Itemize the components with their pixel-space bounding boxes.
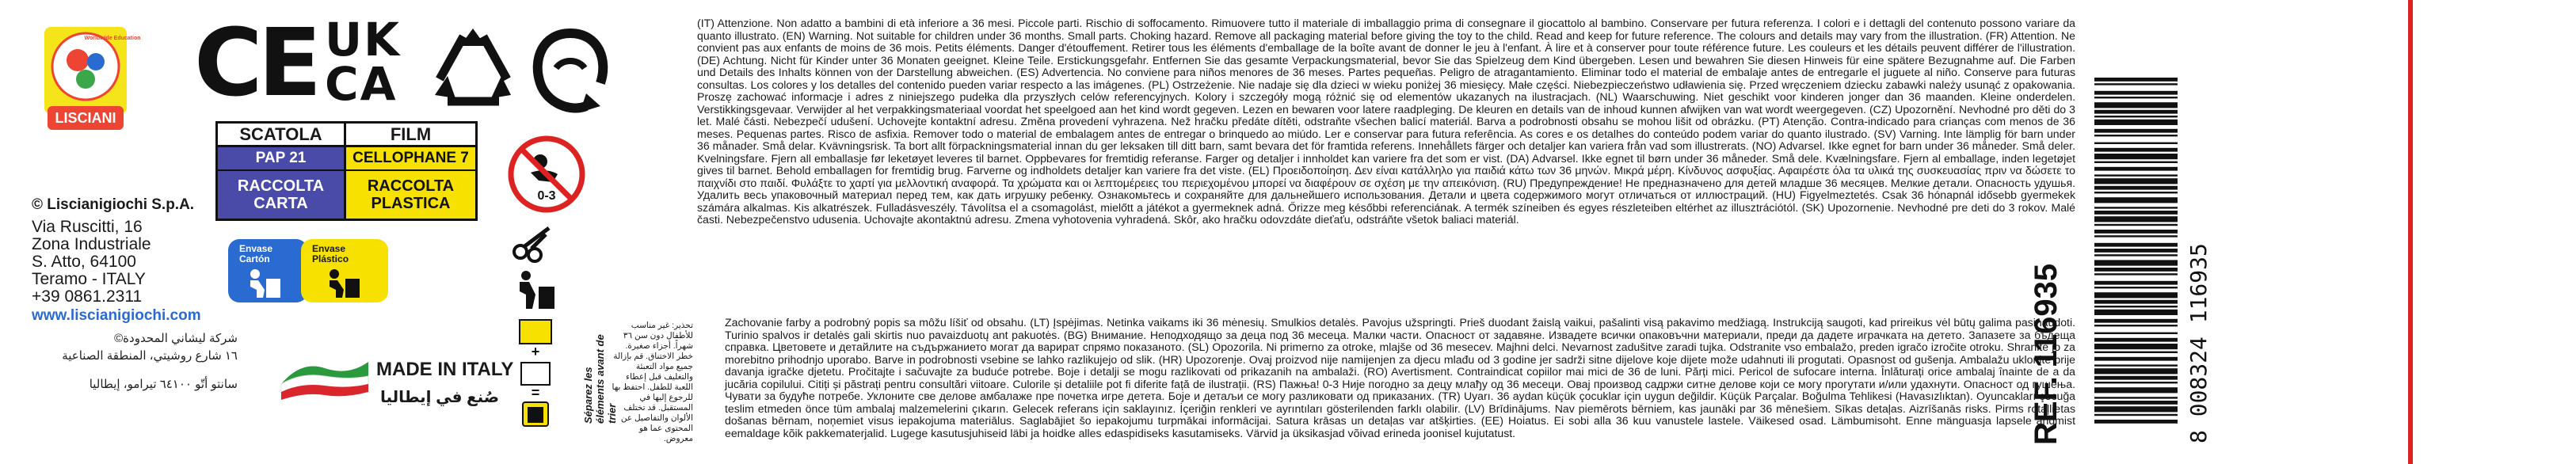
brand-name: LISCIANI — [55, 110, 116, 126]
barcode-bar — [2094, 143, 2178, 144]
arabic-address-l2: ١٦ شارع روشيتي، المنطقة الصناعية — [62, 349, 238, 363]
recycle-mobius-icon — [424, 22, 523, 121]
barcode-bar — [2094, 397, 2178, 398]
barcode-bar — [2094, 116, 2178, 117]
box-collection — [218, 171, 346, 219]
barcode-bar — [2094, 292, 2178, 298]
ukca-mark — [325, 13, 404, 111]
barcode-bar — [2094, 197, 2178, 203]
barcode-bar — [2094, 91, 2178, 95]
header-box: SCATOLA — [218, 124, 346, 147]
barcode-bar — [2094, 97, 2178, 98]
box-collection-l1: RACCOLTA — [237, 177, 325, 195]
barcode-bar — [2094, 300, 2178, 304]
svg-text:+: + — [531, 344, 540, 359]
barcode-bar — [2094, 154, 2178, 159]
barcode-bar — [2094, 364, 2178, 366]
barcode-bar — [2094, 319, 2178, 323]
barcode-bar — [2094, 162, 2178, 163]
film-material: CELLOPHANE 7 — [346, 147, 475, 171]
plastic-bin-label: Envase Plástico — [312, 243, 349, 264]
barcode-bar — [2094, 281, 2178, 285]
barcode-bar — [2094, 414, 2178, 416]
multilingual-warnings-bottom: Zachovanie farby a podrobný popis sa môžu líšiť od obsahu. (LT) Įspėjimas. Netinka vaikams iki 36 mėnesių. Smulkios detalės. Pavojus užspringti. Prieš duodant žaislą vaikui, pašalinti visą pakavimo medžiagą. Instrukciją saugoti, kad prireikus vėl būtų galima pasinaudoti. Turinio spalvos ir detalės gali skirtis nuo pavaizduotų ant pakuotės. (BG) Внимание. Неподходящо за деца под 36 месеца. Малки части. Опасност от задавяне. Извадете всички опаковъчни материали, преди да дадете играчката на детето. Запазете за бъдеща справка. Цветовете и детайлите на съдържанието могат да варират спрямо показаното. (SL) Opozorila. Ni primerno za otroke, mlajše od 36 mesecev. Majhni delci. Nevarnost zadušitve zaradi tujka. Odstranite vso embalažo, preden igračo izročite otroku. Shranite jo za morebitno prihodnjo uporabo. Barve in podrobnosti vsebine se lahko razlikujejo od slik. (HR) Upozorenje. Ovaj proizvod nije namijenjen za djecu mlađu od 3 godine jer sadrži sitne dijelove koje dijete može udahnuti ili progutati. Opasnost od gušenja. Ambalažu uklonite prije davanja igračke djetetu. Pročitajte i sačuvajte za buduće potrebe. Boje i detalji se mogu razlikovati od prikazanih na ambalaži. (RO) Avertisment. Contraindicat copiilor mai mici de 36 de luni. Părți mici. Pericol de sufocare interna. Înlăturați orice ambalaj înainte de a da jucăria copilului. Citiți și păstrați pentru consultări viitoare. Culorile și detaliile pot fi diferite față de ilustrații. (RS) Пажња! 0-3 Није погодно за децу млађу од 36 месеци. Овај производ садржи ситне делове који се могу прогутати и/или удахнути. Опасност од гушења. Чувати за будуће потребе. Уклоните све делове амбалаже пре почетка игре детета. Боје и детаљи се могу разликовати од приказаних. (TR) Uyarı. 36 aydan küçük çocuklar için uygun değildir. Küçük Parçalar. Boğulma Tehlikesi (Havasızlıktan). Oyuncakları çocuğa teslim etmeden önce tüm ambalaj malzemelerini çıkarın. Gelecek referans için saklayınız. İçeriğin renkleri ve ayrıntıları gösterilenden farklı olabilir. (LV) Brīdinājums. Nav piemērots bērniem, kas jaunāki par 36 mēnešiem. Sīkas detaļas. Aizrīšanās risks. Pirms rotaļlietas došanas bērnam, noņemiet visus iepakojuma materiālus. Saglabājiet šo iepakojumu turpmākai informācijai. Satura krāsas un detaļas var atšķirties. (EE) Hoiatus. Ei sobi alla 36 kuu vanustele lastele. Väikesed osad. Lämbumisoht. Enne mänguasja lapsele andmist eemaldage kõik pakkematerjalid. Lugege kasutusjuhiseid läbi ja hoidke alles edaspidiseks kasutamiseks. Värvid ja üksikasjad võivad erineda joonisel kujutatust. — [725, 316, 2076, 439]
barcode-bar — [2094, 401, 2178, 405]
barcode-bar — [2094, 357, 2178, 361]
barcode-bar — [2094, 344, 2178, 349]
recycle-info-icon — [523, 24, 618, 127]
barcode — [2091, 71, 2210, 451]
barcode-bar — [2094, 368, 2178, 374]
barcode-bar — [2094, 78, 2178, 82]
barcode-bar — [2094, 83, 2178, 85]
brand-badge: Worldwide Education — [84, 36, 141, 41]
film-collection-l1: RACCOLTA — [367, 177, 455, 195]
italy-flag-icon — [277, 352, 372, 400]
box-material: PAP 21 — [218, 147, 346, 171]
barcode-bar — [2094, 254, 2178, 256]
ce-mark: CE — [194, 8, 318, 117]
barcode-bar — [2094, 382, 2178, 383]
packaging-table — [215, 121, 478, 221]
barcode-bar — [2094, 135, 2178, 136]
barcode-bar — [2094, 376, 2178, 380]
barcode-bar — [2094, 174, 2178, 176]
company-name: © Liscianigiochi S.p.A. — [32, 196, 195, 213]
barcode-bar — [2094, 148, 2178, 152]
barcode-number: 8 008324 116935 — [2185, 243, 2212, 443]
barcode-bar — [2094, 120, 2178, 125]
barcode-bar — [2094, 260, 2178, 265]
barcode-bar — [2094, 110, 2178, 114]
barcode-bar — [2094, 310, 2178, 315]
barcode-bar — [2094, 224, 2178, 226]
address-line4: Teramo - ITALY — [32, 270, 146, 288]
made-in-italy-label: MADE IN ITALY — [376, 359, 514, 380]
made-in-italy-arabic: صُنع في إيطاليا — [380, 389, 500, 406]
barcode-bars — [2094, 78, 2178, 424]
barcode-bar — [2094, 211, 2178, 215]
scissors-icon — [511, 223, 558, 263]
barcode-bar — [2094, 192, 2178, 193]
made-in-italy — [277, 352, 514, 416]
age-label: 0-3 — [537, 189, 556, 203]
barcode-bar — [2094, 243, 2178, 247]
barcode-bar — [2094, 216, 2178, 222]
separate-elements-text: Séparez les éléments avant de trier — [582, 334, 618, 424]
svg-text:=: = — [531, 385, 540, 401]
arabic-warning: تحذير: غير مناسب للأطفال دون سن ٣٦ شهراً. أجزاء صغيرة. خطر الاختناق. قم بإزالة جميع مواد التعبئة والتغليف قبل إعطاء اللعبة للطفل. احتفظ بها للرجوع إليها في المستقبل. قد تختلف الألوان والتفاصيل عن المحتوى عما هو معروض. — [612, 321, 693, 443]
barcode-bar — [2094, 352, 2178, 353]
barcode-bar — [2094, 249, 2178, 253]
address-phone: +39 0861.2311 — [32, 287, 143, 306]
dispose-person-icon — [515, 269, 558, 312]
film-collection-l2: PLASTICA — [371, 195, 451, 212]
age-warning-icon — [507, 135, 586, 214]
film-collection — [346, 171, 475, 219]
barcode-bar — [2094, 207, 2178, 208]
plastic-bin-icon — [326, 268, 361, 299]
carton-bin-label: Envase Cartón — [239, 243, 273, 264]
reference-code — [2020, 238, 2067, 451]
barcode-bar — [2094, 230, 2178, 234]
edge-line — [2408, 0, 2413, 464]
barcode-bar — [2094, 102, 2178, 108]
barcode-bar — [2094, 333, 2178, 334]
header-film: FILM — [346, 124, 475, 147]
separate-elements-icon — [513, 317, 561, 428]
barcode-bar — [2094, 306, 2178, 307]
barcode-bar — [2094, 406, 2178, 412]
address-line3: S. Atto, 64100 — [32, 253, 136, 271]
barcode-bar — [2094, 420, 2178, 424]
carton-bin-icon — [247, 268, 282, 299]
barcode-bar — [2094, 325, 2178, 326]
barcode-bar — [2094, 178, 2178, 184]
bins-group — [215, 238, 398, 305]
barcode-bar — [2094, 387, 2178, 393]
arabic-address-l3: سانتو أتّو ٦٤١٠٠ تيرامو، إيطاليا — [89, 378, 238, 391]
box-collection-l2: CARTA — [253, 195, 308, 212]
address-line2: Zona Industriale — [32, 235, 151, 253]
barcode-bar — [2094, 129, 2178, 133]
barcode-bar — [2094, 167, 2178, 171]
barcode-bar — [2094, 186, 2178, 190]
address-line1: Via Ruscitti, 16 — [32, 218, 143, 236]
barcode-bar — [2094, 287, 2178, 288]
lisciani-logo — [38, 21, 141, 139]
barcode-bar — [2094, 338, 2178, 342]
ukca-line1: UK — [325, 13, 402, 67]
reference-text: REF. 116935 — [2029, 263, 2063, 445]
website-link[interactable]: www.liscianigiochi.com — [32, 307, 201, 324]
multilingual-warnings-top: (IT) Attenzione. Non adatto a bambini di età inferiore a 36 mesi. Piccole parti. Rischio di soffocamento. Rimuovere tutto il materiale di imballaggio prima di consegnare il giocattolo al bambino. Conservare per futura referenza. I colori e i dettagli del contenuto possono variare da quanto illustrato. (EN) Warning. Not suitable for children under 36 months. Small parts. Choking hazard. Remove all packaging material before giving the toy to the child. Read and keep for future reference. The colours and details may vary from the illustration. (FR) Attention. Ne convient pas aux enfants de moins de 36 mois. Petits éléments. Danger d'étouffement. Retirer tous les éléments d'emballage de la boîte avant de donner le jeu à l'enfant. À lire et à conserver pour toute référence future. Les couleurs et les détails peuvent différer de l'illustration. (DE) Achtung. Nicht für Kinder unter 36 Monaten geeignet. Kleine Teile. Erstickungsgefahr. Entfernen Sie das gesamte Verpackungsmaterial, bevor Sie das Spielzeug dem Kind übergeben. Lesen und bewahren Sie diesen Hinweis für eine spätere Bezugnahme auf. Die Farben und Details des Inhalts können von der Darstellung abweichen. (ES) Advertencia. No conviene para niños menores de 36 meses. Partes pequeñas. Peligro de atragantamiento. Eliminar todo el material de embalaje antes de entregarle el juguete al niño. Conserve para futuras consultas. Los colores y los detalles del contenido pueden variar respecto a las imágenes. (PL) Ostrzeżenie. Nie nadaje się dla dzieci w wieku poniżej 36 miesięcy. Małe części. Niebezpieczeństwo udławienia się. Przed wręczeniem dziecku zabawki należy usunąć z opakowania. Proszę zachować informacje i adres z niniejszego pudełka dla przyszłych celów referencyjnych. Kolory i szczegóły mogą różnić się od elementów ukazanych na ilustracjach. (NL) Waarschuwing. Niet geschikt voor kinderen jonger dan 36 maanden. Kleine onderdelen. Verstikkingsgevaar. Verwijder al het verpakkingsmateriaal voordat het speelgoed aan het kind wordt gegeven. Lezen en bewaren voor latere raadpleging. De kleuren en details van de inhoud kunnen afwijken van wat wordt weergegeven. (CZ) Upozornění. Nevhodné pro děti do 3 let. Malé části. Nebezpečí udušení. Uchovejte kontaktní adresu. Změna provedení vyhrazena. Než hračku předáte dítěti, odstraňte všechen balicí materiál. Barva a podrobnosti obsahu se mohou lišit od obrázku. (PT) Atenção. Contra-indicado para crianças com menos de 36 meses. Pequenas partes. Risco de asfixia. Remover todo o material de embalagem antes de entregar o brinquedo ao miúdo. Ler e conservar para futura referência. As cores e os detalhes do conteúdo podem variar do quanto ilustrado. (SV) Varning. Inte lämplig för barn under 36 månader. Små delar. Kvävningsrisk. Ta bort allt förpackningsmaterial innan du ger leksaken till ditt barn, samt bevara det för framtida referens. Innehållets färger och detaljer kan variera från vad som illustrerats. (NO) Advarsel. Ikke egnet for barn under 36 måneder. Små deler. Kvelningsfare. Fjern all emballasje før leketøyet leveres til barnet. Oppbevares for fremtidig referanse. Farger og detaljer i innholdet kan variere fra det som er vist. (DA) Advarsel. Ikke egnet til børn under 36 måneder. Små dele. Kvælningsfare. Fjern al emballage, inden legetøjet gives til barnet. Behold emballagen for fremtidig brug. Farverne og indholdets detaljer kan variere fra det viste. (EL) Προειδοποίηση. Δεν είναι κατάλληλο για παιδιά κάτω των 36 μηνών. Μικρά μέρη. Κίνδυνος ασφυξίας. Αφαιρέστε όλα τα υλικά της συσκευασίας πριν να δώσετε το παιχνίδι στο παιδί. Φυλάξτε το χαρτί για μελλοντική αναφορά. Τα χρώματα και οι λεπτομέρειες του περιεχομένου μπορεί να διαφέρουν σε σχέση με την απεικόνιση. (RU) Предупреждение! Не предназначено для детей младше 36 месяцев. Мелкие детали. Опасность удушья. Удалить весь упаковочный материал перед тем, как дать игрушку ребенку. Ознакомьтесь и сохраняйте для дальнейшего использования. Детали и цвета содержимого могут отличаться от иллюстраций. (HU) Figyelmeztetés. Csak 36 hónapnál idősebb gyermekek számára alkalmas. Kis alkatrészek. Fulladásveszély. Távolítsa el a csomagolást, mielőtt a játékot a gyermeknek adná. Őrizze meg későbbi referenciának. A termék színeiben és egyes részleteiben eltérhet az illusztrációtól. (SK) Upozornenie. Nevhodné pre deti do 3 rokov. Malé časti. Nebezpečenstvo udusenia. Uchovajte akontaktnú adresu. Zmena vyhotovenia vyhradená. Skôr, ako hračku odovzdáte dieťaťu, odstráňte všetok baliaci materiál. — [697, 17, 2075, 226]
arabic-address-l1: شركة ليشاني المحدودة© — [114, 332, 238, 345]
barcode-bar — [2094, 273, 2178, 275]
ukca-line2: CA — [325, 57, 398, 111]
barcode-bar — [2094, 268, 2178, 272]
barcode-bar — [2094, 235, 2178, 237]
